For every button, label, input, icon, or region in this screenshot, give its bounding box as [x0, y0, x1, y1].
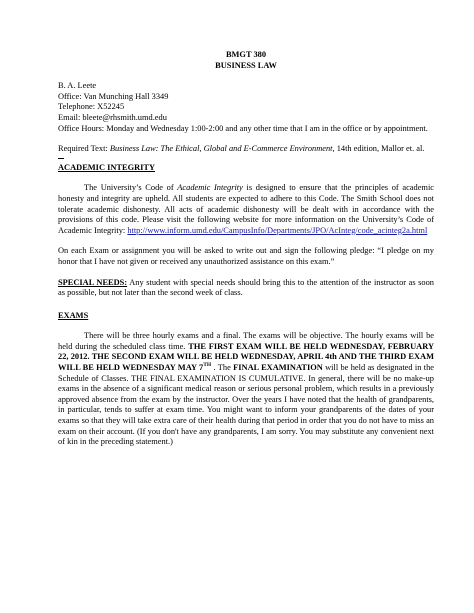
email: Email: bleete@rhsmith.umd.edu: [58, 112, 167, 122]
telephone: Telephone: X52245: [58, 102, 125, 112]
exams-heading: EXAMS: [58, 310, 89, 320]
academic-integrity-paragraph: [58, 183, 434, 236]
special-needs-label: SPECIAL NEEDS:: [58, 277, 128, 287]
required-text-book-title: Business Law: The Ethical, Global and E-Commerce Environment,: [109, 144, 335, 154]
ai-code-name: Academic Integrity: [177, 183, 243, 193]
final-exam-label: FINAL EXAMINATION: [233, 363, 323, 373]
required-text-label: Required Text:: [58, 144, 108, 154]
required-text: [58, 144, 434, 155]
academic-integrity-link[interactable]: http://www.inform.umd.edu/CampusInfo/Departments/JPO/AcInteg/code_acinteg2a.html: [127, 225, 428, 235]
office-location: Office: Van Munching Hall 3349: [58, 91, 169, 101]
contact-block: [58, 81, 434, 134]
special-needs-paragraph: [58, 278, 434, 299]
ai-text-b: is designed to ensure that the principles of academic honesty and integrity are upheld. All students are expected to adhere to this Code. The Smith School does not tolerate academic dishonesty. All acts of academic dishonesty will be dealt with in accordance with the provisions of this code. Please visit the following website for more information on the University’s Code of Academic Integrity:: [58, 183, 434, 235]
exams-intro: There will be three hourly exams and a final. The exams will be objective. The hourly exams will be held during the scheduled class time.: [58, 331, 434, 351]
instructor-name: B. A. Leete: [58, 81, 97, 91]
exams-paragraph: [58, 331, 434, 448]
required-text-edition: 14th edition, Mallor et. al.: [336, 144, 425, 154]
exam-dates-sup: TH: [203, 362, 212, 369]
office-hours: Office Hours: Monday and Wednesday 1:00-2:00 and any other time that I am in the office or by appointment.: [58, 123, 428, 133]
exam-dates: THE FIRST EXAM WILL BE HELD WEDNESDAY, FEBRUARY 22, 2012. THE SECOND EXAM WILL BE HELD WEDNESDAY, APRIL 4th AND THE THIRD EXAM WILL BE HELD WEDNESDAY MAY 7: [58, 341, 434, 373]
divider: [58, 155, 64, 159]
exams-text-pre: . The: [211, 363, 234, 373]
ai-text-a: The University’s Code of: [84, 183, 178, 193]
academic-integrity-heading: ACADEMIC INTEGRITY: [58, 162, 156, 172]
special-needs-text: Any student with special needs should bring this to the attention of the instructor as soon as possible, but not later than the second week of class.: [58, 277, 434, 298]
course-number: BMGT 380: [225, 50, 267, 59]
pledge-paragraph: On each Exam or assignment you will be asked to write out and sign the following pledge: “I pledge on my honor that I have not given or received any unauthorized assistance on this exam.”: [58, 246, 434, 266]
exams-text-post: will be held as designated in the Schedule of Classes. THE FINAL EXAMINATION IS CUMULATIVE. In general, there will be no make-up exams in the absence of a significant medical reason or serious personal problem, which results in a previously approved absence from the exam by the instructor. Over the years I have noted that the health of grandparents, in particular, tends to suffer at exam time. You might want to inform your grandparents of the dates of your exams so that they will take extra care of their health during that period in order that you do not have to miss an exam on their account. (If you don't have any grandparents, I am sorry. You may substitute any convenient next of kin in the preceding statement.): [58, 363, 434, 447]
course-title: BUSINESS LAW: [215, 60, 277, 70]
